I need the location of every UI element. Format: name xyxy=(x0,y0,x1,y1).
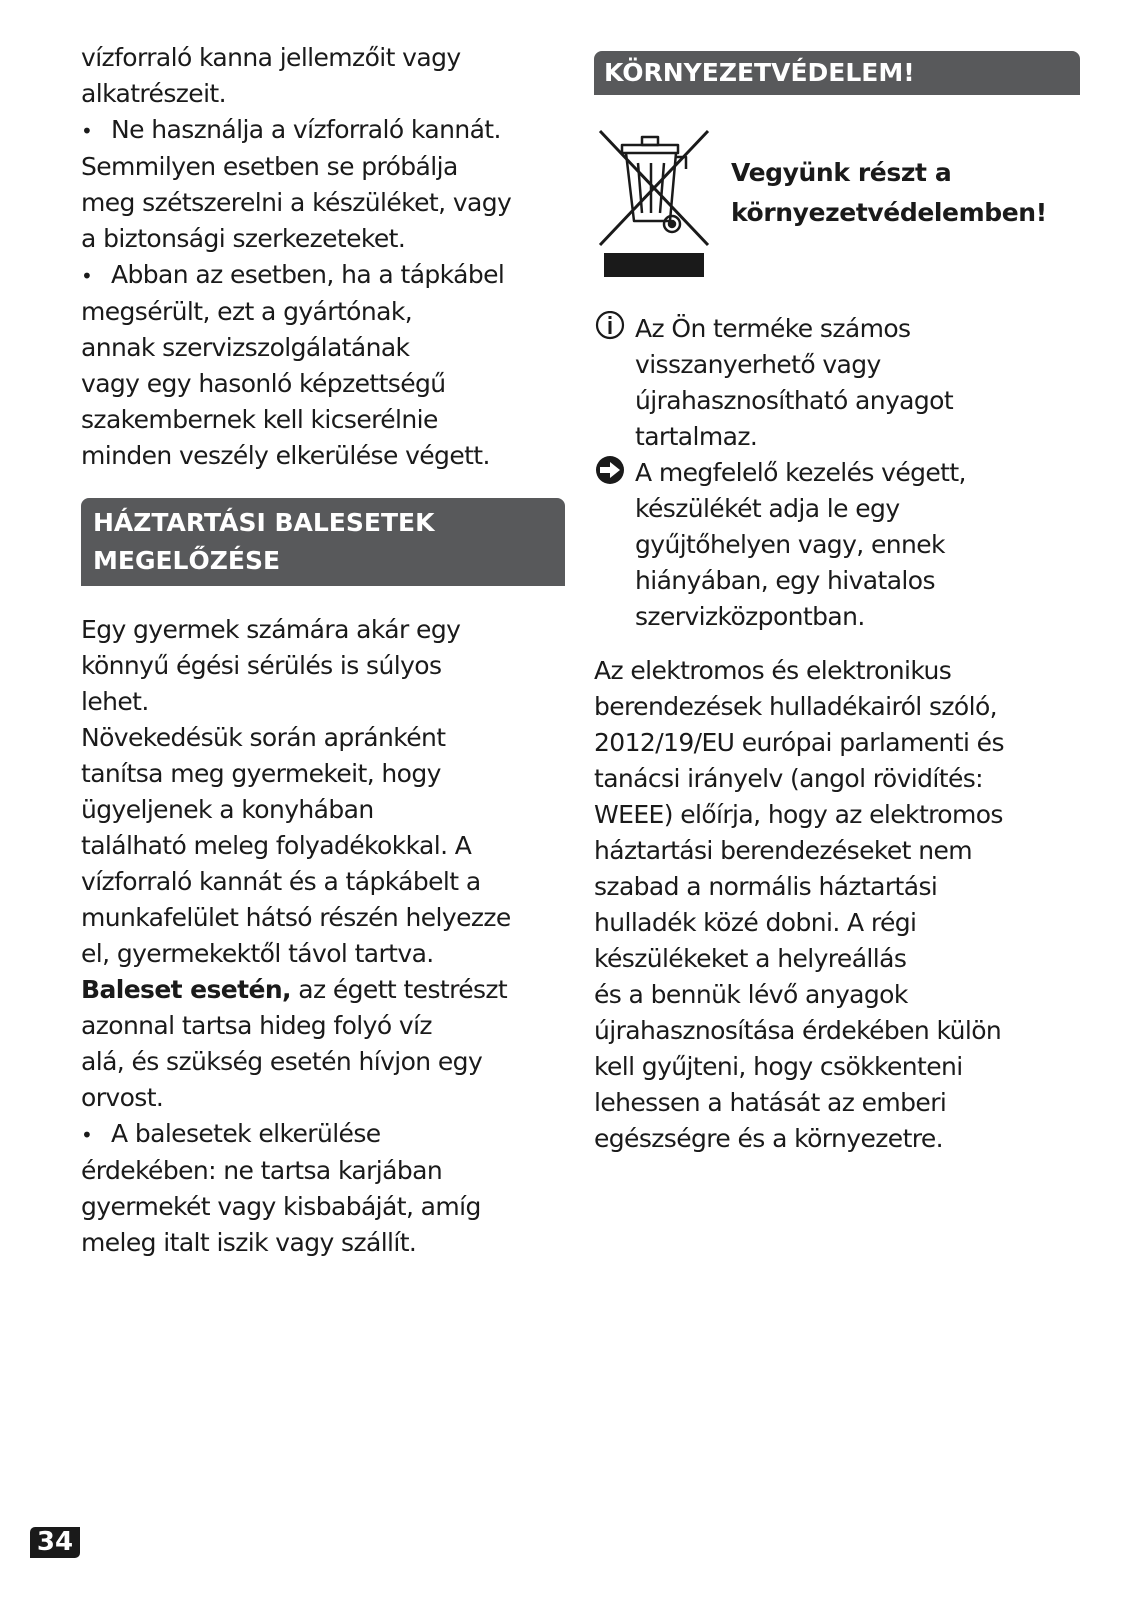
text-line: munkafelület hátsó részén helyezze xyxy=(81,903,511,932)
text-line: könnyű égési sérülés is súlyos xyxy=(81,651,442,680)
text-line: el, gyermekektől távol tartva. xyxy=(81,939,434,968)
bullet-item xyxy=(81,257,565,474)
text-line: Növekedésük során apránként xyxy=(81,723,446,752)
text-line: meleg italt iszik vagy szállít. xyxy=(81,1228,417,1257)
crossed-bin-icon xyxy=(594,123,714,253)
text-line: berendezések hulladékairól szóló, xyxy=(594,692,997,721)
info-list xyxy=(594,311,1080,635)
text-line: szakembernek kell kicserélnie xyxy=(81,405,438,434)
text-line: lehessen a hatását az emberi xyxy=(594,1088,947,1117)
text-line: Az elektromos és elektronikus xyxy=(594,656,952,685)
bullet-item xyxy=(81,1116,565,1261)
info-circle-icon xyxy=(594,311,630,347)
eco-title-line: Vegyünk részt a xyxy=(731,158,952,187)
text-line: tanítsa meg gyermekeit, hogy xyxy=(81,759,441,788)
text-line: újrahasznosítható anyagot xyxy=(635,386,954,415)
eco-title xyxy=(731,153,1047,233)
right-column xyxy=(594,40,1080,1157)
text-line: tanácsi irányelv (angol rövidítés: xyxy=(594,764,983,793)
text-line: gyűjtőhelyen vagy, ennek xyxy=(635,530,945,559)
text-line: egészségre és a környezetre. xyxy=(594,1124,944,1153)
text-line: az égett testrészt xyxy=(290,975,508,1004)
text-line: minden veszély elkerülése végett. xyxy=(81,441,490,470)
bullet-icon xyxy=(81,1119,111,1148)
eco-title-line: környezetvédelemben! xyxy=(731,198,1047,227)
bullet-icon xyxy=(81,260,111,289)
text-line: orvost. xyxy=(81,1083,164,1112)
left-column xyxy=(81,40,565,1261)
intro-paragraph xyxy=(81,40,565,112)
heading-line: MEGELŐZÉSE xyxy=(93,546,281,575)
text-line: vízforraló kannát és a tápkábelt a xyxy=(81,867,481,896)
text-line: található meleg folyadékokkal. A xyxy=(81,831,472,860)
text-line: újrahasznosítása érdekében külön xyxy=(594,1016,1002,1045)
text-line: visszanyerhető vagy xyxy=(635,350,881,379)
weee-bar xyxy=(604,253,704,277)
text-line: alkatrészeit. xyxy=(81,79,226,108)
section-heading-environment: KÖRNYEZETVÉDELEM! xyxy=(594,51,1080,95)
text-line: A balesetek elkerülése xyxy=(111,1119,381,1148)
text-line: hulladék közé dobni. A régi xyxy=(594,908,917,937)
body-paragraph xyxy=(81,612,565,1116)
text-line: szervizközpontban. xyxy=(635,602,865,631)
text-line: meg szétszerelni a készüléket, vagy xyxy=(81,188,512,217)
text-line: kell gyűjteni, hogy csökkenteni xyxy=(594,1052,963,1081)
heading-line: HÁZTARTÁSI BALESETEK xyxy=(93,508,435,537)
text-line: Ne használja a vízforraló kannát. xyxy=(111,115,501,144)
text-line: WEEE) előírja, hogy az elektromos xyxy=(594,800,1003,829)
bullet-icon xyxy=(81,115,111,144)
text-line: vízforraló kanna jellemzőit vagy xyxy=(81,43,461,72)
text-line: azonnal tartsa hideg folyó víz xyxy=(81,1011,432,1040)
text-line: készülékeket a helyreállás xyxy=(594,944,907,973)
text-line: és a bennük lévő anyagok xyxy=(594,980,908,1009)
text-line: háztartási berendezéseket nem xyxy=(594,836,972,865)
text-line: ügyeljenek a konyhában xyxy=(81,795,374,824)
text-line: a biztonsági szerkezeteket. xyxy=(81,224,406,253)
text-line: készülékét adja le egy xyxy=(635,494,900,523)
recycle-instruction-item xyxy=(594,455,1080,635)
text-line: vagy egy hasonló képzettségű xyxy=(81,369,446,398)
page-number: 34 xyxy=(30,1527,80,1558)
text-line: annak szervizszolgálatának xyxy=(81,333,410,362)
text-line: Semmilyen esetben se próbálja xyxy=(81,152,458,181)
accident-lead: Baleset esetén, xyxy=(81,975,291,1004)
section-heading-household-accidents xyxy=(81,498,565,586)
text-line: Abban az esetben, ha a tápkábel xyxy=(111,260,505,289)
text-line: A megfelelő kezelés végett, xyxy=(635,458,966,487)
text-line: gyermekét vagy kisbabáját, amíg xyxy=(81,1192,481,1221)
eco-block xyxy=(594,105,1080,311)
info-item xyxy=(594,311,1080,455)
text-line: szabad a normális háztartási xyxy=(594,872,938,901)
text-line: Egy gyermek számára akár egy xyxy=(81,615,461,644)
text-line: érdekében: ne tartsa karjában xyxy=(81,1156,443,1185)
text-line: alá, és szükség esetén hívjon egy xyxy=(81,1047,483,1076)
bullet-item xyxy=(81,112,565,257)
text-line: lehet. xyxy=(81,687,149,716)
arrow-right-circle-icon xyxy=(594,455,630,491)
text-line: tartalmaz. xyxy=(635,422,758,451)
text-line: Az Ön terméke számos xyxy=(635,314,911,343)
weee-paragraph xyxy=(594,653,1080,1157)
text-line: megsérült, ezt a gyártónak, xyxy=(81,297,413,326)
text-line: hiányában, egy hivatalos xyxy=(635,566,935,595)
text-line: 2012/19/EU európai parlamenti és xyxy=(594,728,1004,757)
